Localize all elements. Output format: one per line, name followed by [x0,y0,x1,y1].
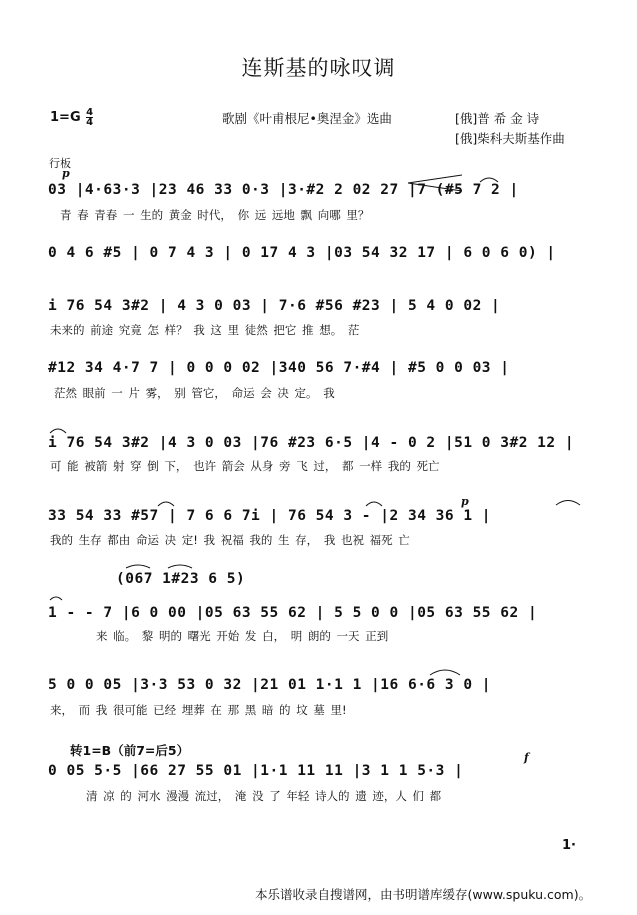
notation-line-5: i 76 54 3#2 |4 3 0 03 |76 #23 6·5 |4 - 0 2 |51 0 3#2 12 | [48,435,575,451]
notation-line-4: #12 34 4·7 7 | 0 0 0 02 |340 56 7·#4 | #5 0 0 03 | [48,360,510,376]
slur [366,502,382,506]
lyrics-line-1: 青 春 青春 一 生的 黄金 时代， 你 远 远地 飘 向哪 里？ [60,208,370,222]
dynamic-p-1: p [62,167,70,180]
footer-note: 本乐谱收录自搜谱网，由书明谱库缓存(www.spuku.com)。 [255,887,592,902]
lyrics-line-6: 我的 生存 都由 命运 决 定! 我 祝福 我的 生 存， 我 也祝 福死 亡 [50,533,410,547]
lyrics-line-5: 可 能 被箭 射 穿 倒 下， 也许 箭会 从身 旁 飞 过， 都 一样 我的 死亡 [50,459,440,473]
slur [50,429,66,433]
notation-line-9: 5 0 0 05 |3·3 53 0 32 |21 01 1·1 1 |16 6·6 3 0 | [48,677,492,693]
page-title: 连斯基的咏叹调 [241,56,396,80]
slur [556,501,580,506]
lyrics-line-8: 来 临。 黎 明的 曙光 开始 发 白， 明 朗的 一天 正到 [96,629,389,643]
tempo-marking: 行板 [49,157,71,170]
slur [158,502,174,506]
slur [50,597,62,600]
source-work: 歌剧《叶甫根尼•奥涅金》选曲 [222,111,392,126]
notation-interlude: (067 1#23 6 5) [116,571,246,587]
time-sig-top: 4 [86,107,94,118]
notation-line-6: 33 54 33 #57 | 7 6 6 7i | 76 54 3 - |2 34 36 1 | [48,508,492,524]
lyrics-line-3: 未来的 前途 究竟 怎 样？ 我 这 里 徒然 把它 推 想。 茫 [50,323,360,337]
composer: [俄]柴科夫斯基作曲 [455,131,565,146]
lyrics-line-10: 清 凉 的 河水 漫漫 流过， 淹 没 了 年轻 诗人的 遗 迹，人 们 都 [86,789,442,803]
triplet-bracket [126,565,150,568]
slur [430,670,460,675]
notation-line-1: 03 |4·63·3 |23 46 33 0·3 |3·#2 2 02 27 |7 (#5 7 2 | [48,182,519,198]
dynamic-p-2: p [461,495,469,508]
dynamic-f: f [524,751,529,764]
time-sig-bottom: 4 [86,117,94,128]
notation-line-3: i 76 54 3#2 | 4 3 0 03 | 7·6 #56 #23 | 5 4 0 02 | [48,298,501,314]
lyrics-line-4: 茫然 眼前 一 片 雾， 别 管它， 命运 会 决 定。 我 [54,386,335,400]
triplet-bracket [168,565,192,568]
key-label: 1=G [50,110,81,125]
lyrics-line-9: 来， 而 我 很可能 已经 埋葬 在 那 黑 暗 的 坟 墓 里! [50,703,347,717]
notation-line-10: 0 05 5·5 |66 27 55 01 |1·1 11 11 |3 1 1 5·3 | [48,763,464,779]
notation-line-2: 0 4 6 #5 | 0 7 4 3 | 0 17 4 3 |03 54 32 17 | 6 0 6 0) | [48,245,556,261]
page-number: 1· [562,838,576,853]
lyricist: [俄]普 希 金 诗 [455,111,540,126]
notation-line-8: 1 - - 7 |6 0 00 |05 63 55 62 | 5 5 0 0 |05 63 55 62 | [48,605,538,621]
modulation-marking: 转1=B（前7=后5） [70,743,190,758]
